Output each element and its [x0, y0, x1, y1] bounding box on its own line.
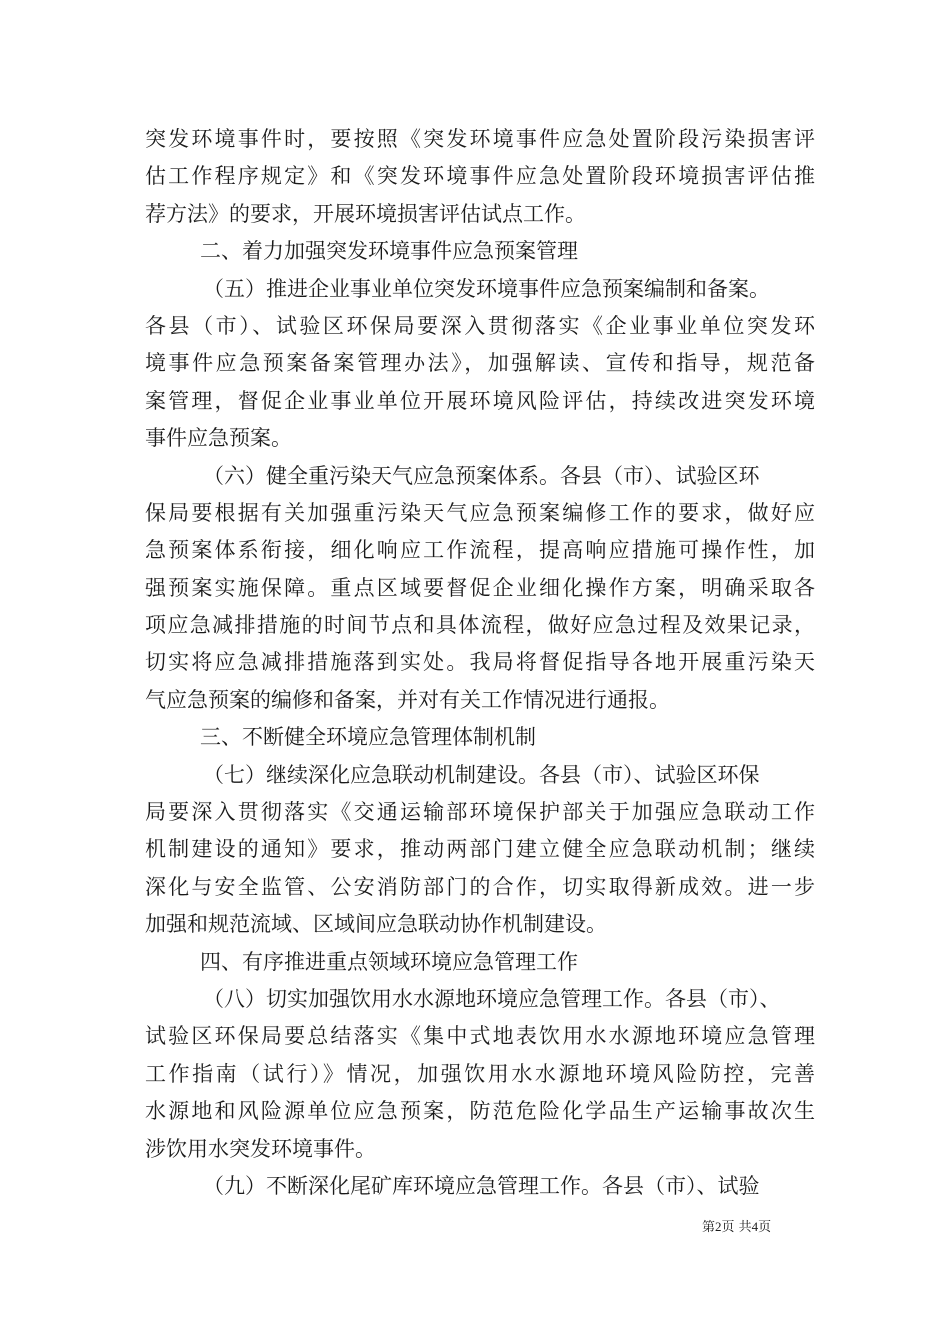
- footer-total-pages: 4: [751, 1219, 759, 1234]
- text-line: 涉饮用水突发环境事件。: [145, 1136, 376, 1161]
- footer-page-number: 2: [715, 1219, 722, 1234]
- text-line: 案管理，督促企业事业单位开展环境风险评估，持续改进突发环境: [145, 388, 815, 413]
- body-text: [145, 121, 815, 1205]
- text-line: 机制建设的通知》要求，推动两部门建立健全应急联动机制；继续: [145, 837, 815, 862]
- text-line: 深化与安全监管、公安消防部门的合作，切实取得新成效。进一步: [145, 874, 815, 899]
- paragraph-first-line: （八）切实加强饮用水水源地环境应急管理工作。各县（市）、: [203, 986, 781, 1011]
- section-heading: 二、着力加强突发环境事件应急预案管理: [200, 239, 578, 264]
- text-line: 各县（市）、试验区环保局要深入贯彻落实《企业事业单位突发环: [145, 313, 815, 338]
- section-heading: 四、有序推进重点领域环境应急管理工作: [200, 949, 578, 974]
- text-line: 保局要根据有关加强重污染天气应急预案编修工作的要求，做好应: [145, 500, 815, 525]
- footer-prefix: 第: [702, 1220, 716, 1235]
- section-heading: 三、不断健全环境应急管理体制机制: [200, 725, 536, 750]
- text-line: 估工作程序规定》和《突发环境事件应急处置阶段环境损害评估推: [145, 164, 815, 189]
- text-line: 急预案体系衔接，细化响应工作流程，提高响应措施可操作性，加: [145, 538, 815, 563]
- text-line: 荐方法》的要求，开展环境损害评估试点工作。: [145, 201, 586, 226]
- paragraph-first-line: （九）不断深化尾矿库环境应急管理工作。各县（市）、试验: [203, 1173, 760, 1198]
- page-footer: [702, 1216, 771, 1235]
- text-line: 工作指南（试行）》情况，加强饮用水水源地环境风险防控，完善: [145, 1061, 815, 1086]
- paragraph-first-line: （七）继续深化应急联动机制建设。各县（市）、试验区环保: [203, 762, 760, 787]
- footer-middle: 页 共: [721, 1220, 752, 1235]
- paragraph-first-line: （六）健全重污染天气应急预案体系。各县（市）、试验区环: [203, 463, 760, 488]
- text-line: 境事件应急预案备案管理办法》，加强解读、宣传和指导，规范备: [145, 351, 815, 376]
- paragraph-first-line: （五）推进企业事业单位突发环境事件应急预案编制和备案。: [203, 276, 770, 301]
- text-line: 突发环境事件时，要按照《突发环境事件应急处置阶段污染损害评: [145, 127, 815, 151]
- text-line: 事件应急预案。: [145, 426, 292, 451]
- text-line: 气应急预案的编修和备案，并对有关工作情况进行通报。: [145, 687, 670, 712]
- text-line: 加强和规范流域、区域间应急联动协作机制建设。: [145, 912, 607, 937]
- text-line: 局要深入贯彻落实《交通运输部环境保护部关于加强应急联动工作: [145, 800, 815, 825]
- text-line: 强预案实施保障。重点区域要督促企业细化操作方案，明确采取各: [145, 575, 815, 600]
- footer-suffix: 页: [758, 1220, 772, 1235]
- text-line: 项应急减排措施的时间节点和具体流程，做好应急过程及效果记录，: [145, 613, 815, 638]
- text-line: 试验区环保局要总结落实《集中式地表饮用水水源地环境应急管理: [145, 1024, 815, 1049]
- text-line: 水源地和风险源单位应急预案，防范危险化学品生产运输事故次生: [145, 1099, 815, 1124]
- text-line: 切实将应急减排措施落到实处。我局将督促指导各地开展重污染天: [145, 650, 815, 675]
